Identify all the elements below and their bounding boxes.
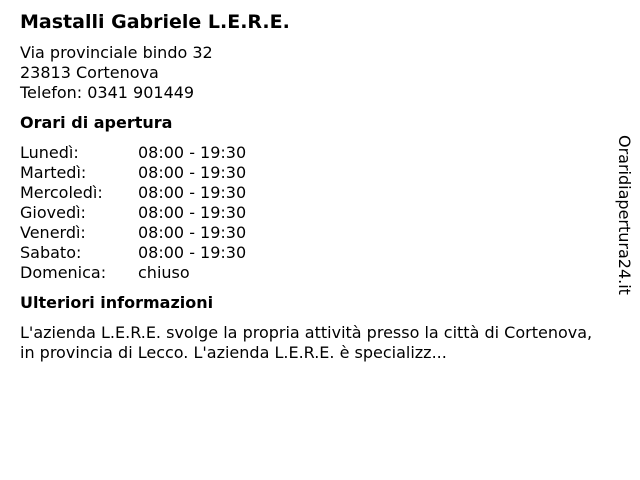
hours-value: 08:00 - 19:30 xyxy=(138,223,247,242)
hours-value: 08:00 - 19:30 xyxy=(138,183,247,202)
day-label: Martedì: xyxy=(20,163,87,182)
hours-value: 08:00 - 19:30 xyxy=(138,243,247,262)
hours-row-sunday xyxy=(20,263,600,283)
watermark-text: Oraridiapertura24.it xyxy=(615,135,634,295)
day-label: Domenica: xyxy=(20,263,107,282)
site-watermark xyxy=(612,135,636,310)
day-label: Venerdì: xyxy=(20,223,86,242)
opening-hours-title: Orari di apertura xyxy=(20,113,173,132)
hours-row-wednesday xyxy=(20,183,600,203)
hours-value: chiuso xyxy=(138,263,190,282)
more-info-title: Ulteriori informazioni xyxy=(20,293,214,312)
hours-row-thursday xyxy=(20,203,600,223)
phone-number: Telefon: 0341 901449 xyxy=(20,83,195,102)
business-name: Mastalli Gabriele L.E.R.E. xyxy=(20,11,290,33)
opening-hours-list xyxy=(20,143,600,283)
address-city: 23813 Cortenova xyxy=(20,63,159,82)
hours-row-monday xyxy=(20,143,600,163)
address-street: Via provinciale bindo 32 xyxy=(20,43,213,62)
business-card xyxy=(20,10,600,363)
day-label: Lunedì: xyxy=(20,143,79,162)
hours-value: 08:00 - 19:30 xyxy=(138,143,247,162)
day-label: Mercoledì: xyxy=(20,183,103,202)
hours-row-saturday xyxy=(20,243,600,263)
hours-row-tuesday xyxy=(20,163,600,183)
business-address xyxy=(20,43,600,103)
day-label: Giovedì: xyxy=(20,203,86,222)
more-info-text: L'azienda L.E.R.E. svolge la propria attività presso la città di Cortenova, in provincia di Lecco. L'azienda L.E.R.E. è specializz... xyxy=(20,323,593,362)
hours-value: 08:00 - 19:30 xyxy=(138,163,247,182)
day-label: Sabato: xyxy=(20,243,82,262)
hours-value: 08:00 - 19:30 xyxy=(138,203,247,222)
hours-row-friday xyxy=(20,223,600,243)
